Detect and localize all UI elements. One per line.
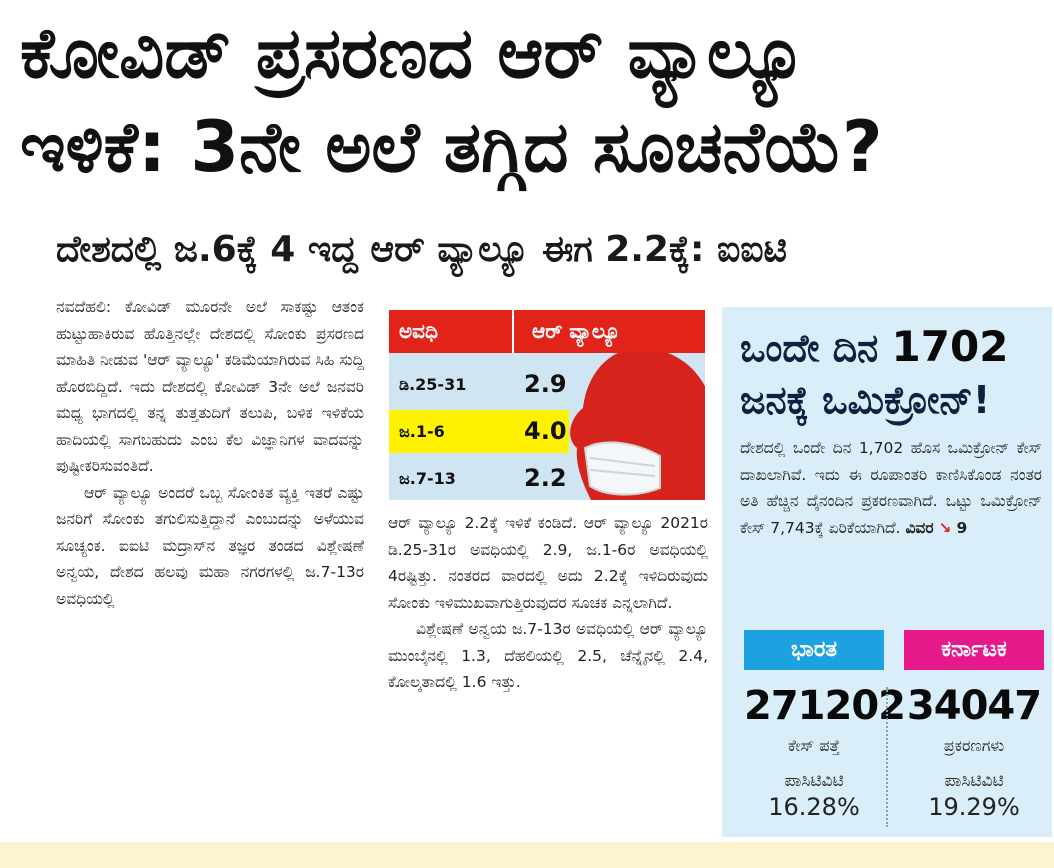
table-header-r-value: ಆರ್ ವ್ಯಾಲ್ಯೂ <box>532 319 621 343</box>
table-cell-period: ಡಿ.25-31 <box>399 375 467 394</box>
table-row <box>389 363 705 406</box>
more-details-label: ವಿವರ <box>905 518 934 537</box>
table-header-row <box>389 310 705 353</box>
table-cell-value: 2.9 <box>524 370 567 398</box>
india-stats <box>744 630 905 822</box>
stats-divider <box>886 687 888 827</box>
page-bottom-band <box>0 842 1054 868</box>
sidebox-title-part2: ಜನಕ್ಕೆ ಒಮಿಕ್ರೋನ್! <box>740 378 991 422</box>
india-positivity-label: ಪಾಸಿಟಿವಿಟಿ <box>784 771 844 791</box>
headline-line-2: ಇಳಿಕೆ: 3ನೇ ಅಲೆ ತಗ್ಗಿದ ಸೂಚನೆಯೆ? <box>20 106 883 188</box>
karnataka-case-count: 34047 <box>906 683 1042 729</box>
article-column-2 <box>388 510 708 696</box>
sidebox-title-part1: ಒಂದೇ ದಿನ <box>740 326 892 370</box>
subheadline: ದೇಶದಲ್ಲಿ ಜ.6ಕ್ಕೆ 4 ಇದ್ದ ಆರ್ ವ್ಯಾಲ್ಯೂ ಈಗ 2.2ಕ್ಕೆ: ಐಐಟಿ <box>56 229 788 270</box>
table-cell-period: ಜ.7-13 <box>399 469 456 488</box>
headline-line-1: ಕೋವಿಡ್ ಪ್ರಸರಣದ ಆರ್ ವ್ಯಾಲ್ಯೂ <box>20 12 807 94</box>
table-cell-value: 4.0 <box>524 417 567 445</box>
table-header-period: ಅವಧಿ <box>399 319 438 343</box>
article-paragraph: ಆರ್ ವ್ಯಾಲ್ಯೂ ಅಂದರೆ ಒಬ್ಬ ಸೋಂಕಿತ ವ್ಯಕ್ತಿ ಇತರೆ ಎಷ್ಟು ಜನರಿಗೆ ಸೋಂಕು ತಗುಲಿಸುತ್ತಿದ್ದಾನೆ ಎಂಬುದನ್ನು ಅಳೆಯುವ ಸೂಚ್ಯಂಕ. ಐಐಟಿ ಮದ್ರಾಸ್‌ನ ತಜ್ಞರ ತಂಡದ ವಿಶ್ಲೇಷಣೆ ಅನ್ವಯ, ದೇಶದ ಹಲವು ಮಹಾ ನಗರಗಳಲ್ಲಿ ಜ.7-13ರ ಅವಧಿಯಲ್ಲಿ <box>56 483 364 608</box>
article-column-1 <box>56 294 364 612</box>
article-paragraph: ವಿಶ್ಲೇಷಣೆ ಅನ್ವಯ ಜ.7-13ರ ಅವಧಿಯಲ್ಲಿ ಆರ್ ವ್ಯಾಲ್ಯೂ ಮುಂಬೈನಲ್ಲಿ 1.3, ದೆಹಲಿಯಲ್ಲಿ 2.5, ಚೆನ್ನೈನಲ್ಲಿ 2.4, ಕೋಲ್ಕತಾದಲ್ಲಿ 1.6 ಇತ್ತು. <box>388 620 708 691</box>
india-label: ಭಾರತ <box>744 630 884 670</box>
article-paragraph: ನವದೆಹಲಿ: ಕೋವಿಡ್ ಮೂರನೇ ಅಲೆ ಸಾಕಷ್ಟು ಆತಂಕ ಹುಟ್ಟುಹಾಕಿರುವ ಹೊತ್ತಿನಲ್ಲೇ ದೇಶದಲ್ಲಿ ಸೋಂಕು ಪ್ರಸರಣದ ಮಾಹಿತಿ ನೀಡುವ 'ಆರ್ ವ್ಯಾಲ್ಯೂ' ಕಡಿಮೆಯಾಗಿರುವ ಸಿಹಿ ಸುದ್ದಿ ಹೊರಬಿದ್ದಿದೆ. ಇದು ದೇಶದಲ್ಲಿ ಕೋವಿಡ್ 3ನೇ ಅಲೆ ಜನವರಿ ಮಧ್ಯ ಭಾಗದಲ್ಲಿ ತನ್ನ ತುತ್ತತುದಿಗೆ ತಲುಪಿ, ಬಳಿಕ ಇಳಿಕೆಯ ಹಾದಿಯಲ್ಲಿ ಸಾಗಬಹುದು ಎಂಬ ಕೆಲ ವಿಜ್ಞಾನಿಗಳ ವಾದವನ್ನು ಪುಷ್ಟೀಕರಿಸುವಂತಿದೆ. <box>56 298 364 475</box>
karnataka-positivity-label: ಪಾಸಿಟಿವಿಟಿ <box>944 771 1004 791</box>
table-row <box>389 457 705 500</box>
more-details-page: 9 <box>956 518 968 537</box>
table-cell-value: 2.2 <box>524 464 567 492</box>
arrow-icon: ↘ <box>938 518 952 537</box>
india-case-sub: ಕೇಸ್ ಪತ್ತೆ <box>788 736 840 755</box>
karnataka-label: ಕರ್ನಾಟಕ <box>904 630 1044 670</box>
karnataka-positivity-value: 19.29% <box>928 793 1020 821</box>
table-cell-period: ಜ.1-6 <box>399 422 445 441</box>
omicron-sidebox <box>722 307 1052 837</box>
article-paragraph: ಆರ್ ವ್ಯಾಲ್ಯೂ 2.2ಕ್ಕೆ ಇಳಿಕೆ ಕಂಡಿದೆ. ಆರ್ ವ್ಯಾಲ್ಯೂ 2021ರ ಡಿ.25-31ರ ಅವಧಿಯಲ್ಲಿ 2.9, ಜ.1-6ರ ಅವಧಿಯಲ್ಲಿ 4ರಷ್ಟಿತ್ತು. ನಂತರದ ವಾರದಲ್ಲಿ ಅದು 2.2ಕ್ಕೆ ಇಳಿದಿರುವುದು ಸೋಂಕು ಇಳಿಮುಖವಾಗುತ್ತಿರುವುದರ ಸೂಚಕ ಎನ್ನಲಾಗಿದೆ. <box>388 514 708 612</box>
sidebox-title <box>740 321 1040 426</box>
table-row-highlighted <box>389 410 705 453</box>
r-value-table <box>389 310 705 500</box>
india-case-count: 271202 <box>744 683 905 729</box>
sidebox-text <box>740 435 1042 541</box>
sidebox-body: ದೇಶದಲ್ಲಿ ಒಂದೇ ದಿನ 1,702 ಹೊಸ ಒಮಿಕ್ರೋನ್ ಕೇಸ್ ದಾಖಲಾಗಿವೆ. ಇದು ಈ ರೂಪಾಂತರಿ ಕಾಣಿಸಿಕೊಂಡ ನಂತರ ಅತಿ ಹೆಚ್ಚಿನ ದೈನಂದಿನ ಪ್ರಕರಣವಾಗಿದೆ. ಒಟ್ಟು ಒಮಿಕ್ರೋನ್ ಕೇಸ್ 7,743ಕ್ಕೆ ಏರಿಕೆಯಾಗಿದೆ. <box>740 439 1042 537</box>
sidebox-title-number: 1702 <box>891 322 1009 371</box>
karnataka-stats <box>904 630 1044 822</box>
karnataka-case-sub: ಪ್ರಕರಣಗಳು <box>943 736 1005 755</box>
india-positivity-value: 16.28% <box>768 793 860 821</box>
headline <box>20 6 1040 194</box>
